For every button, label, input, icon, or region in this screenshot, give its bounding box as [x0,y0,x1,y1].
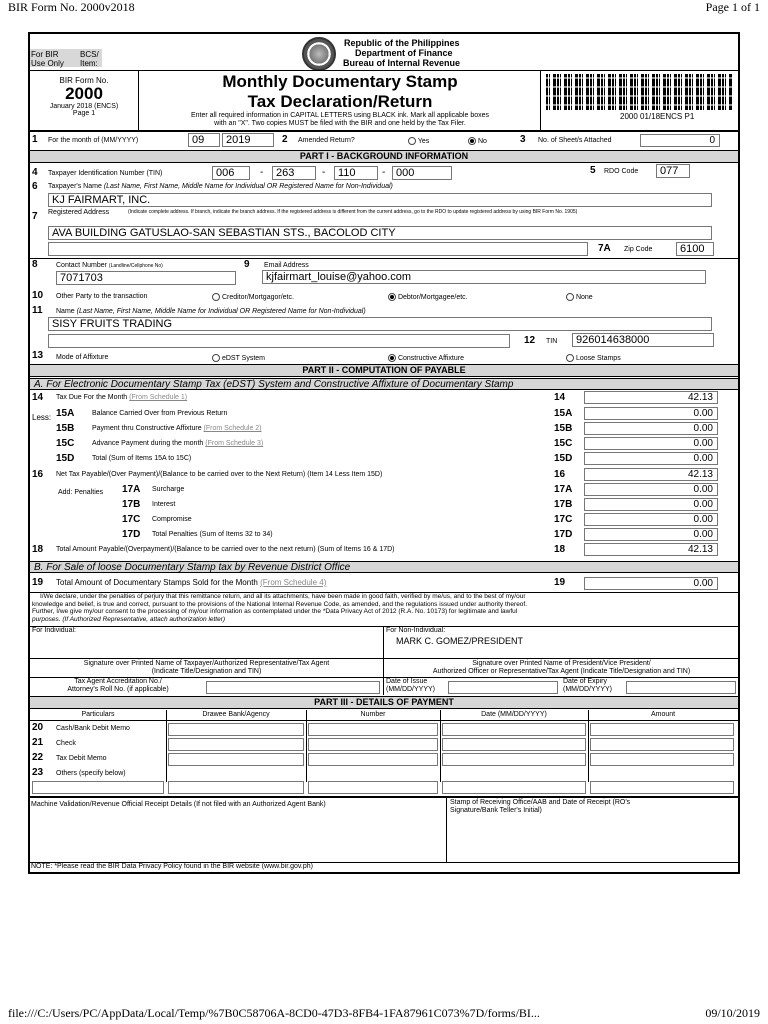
item-18-ref: 18 [554,544,566,555]
instruction-line-2: with an "X". Two copies MUST be filed with the BIR and one held by the Tax Filer. [214,120,466,127]
item-15b-number: 15B [56,423,75,434]
form-number-block: BIR Form No. 2000 January 2018 (ENCS) Page 1 [30,72,138,130]
item-14-number: 14 [32,392,44,403]
loose-stamps-radio[interactable] [566,354,574,362]
item-17c-label: Compromise [152,516,192,523]
form-number: 2000 [65,84,103,103]
department-label: Department of Finance [355,48,453,58]
barcode-text: 2000 01/18ENCS P1 [620,112,695,121]
amended-no[interactable]: No [468,137,487,145]
payment-row-21-cell-2[interactable] [308,738,438,751]
other-party-name-field-2[interactable] [48,334,510,348]
payment-row-23-cell-2[interactable] [308,781,438,794]
payment-row-23-label: Others (specify below) [56,770,126,777]
payment-row-22-cell-3[interactable] [442,753,586,766]
item-17d-label: Total Penalties (Sum of Items 32 to 34) [152,531,273,538]
item-16-field[interactable]: 42.13 [584,468,718,481]
item-15b-label: Payment thru Constructive Affixture (From Schedule 2) [92,425,262,432]
item-17b-label: Interest [152,501,176,508]
item-15c-ref: 15C [554,438,573,449]
form-title-1: Monthly Documentary Stamp [222,72,458,91]
republic-label: Republic of the Philippines [344,38,460,48]
none-radio[interactable] [566,293,574,301]
constructive-option[interactable]: Constructive Affixture [388,354,464,362]
rdo-code-field[interactable]: 077 [656,164,690,178]
item-17b-number: 17B [122,499,141,510]
part1-title: PART I - BACKGROUND INFORMATION [30,150,738,163]
schedule-link[interactable]: (From Schedule 1) [129,394,188,401]
item-15d-number: 15D [56,453,75,464]
payment-row-21-number: 21 [32,737,44,748]
tin-part-1[interactable]: 006 [212,166,250,180]
payment-row-20-label: Cash/Bank Debit Memo [56,725,130,732]
edst-option[interactable]: eDST System [212,354,265,362]
form-title-2: Tax Declaration/Return [247,92,433,111]
item-17b-ref: 17B [554,499,573,510]
address-field-2[interactable] [48,242,588,256]
edst-radio[interactable] [212,354,220,362]
item-17d-number: 17D [122,529,141,540]
other-party-tin-field[interactable]: 926014638000 [572,333,714,347]
payment-row-23-cell-3[interactable] [442,781,586,794]
schedule-link[interactable]: (From Schedule 2) [203,425,262,432]
other-party-name-field[interactable]: SISY FRUITS TRADING [48,317,712,331]
bureau-label: Bureau of Internal Revenue [343,58,461,68]
sheets-field[interactable]: 0 [640,134,720,147]
item-14-field[interactable]: 42.13 [584,391,718,404]
payment-row-23-cell-1[interactable] [168,781,304,794]
col-amount: Amount [650,711,676,718]
item-17d-ref: 17D [554,529,573,540]
item-15c-number: 15C [56,438,75,449]
item-17c-number: 17C [122,514,141,525]
payment-row-23-number: 23 [32,767,44,778]
item-18-number: 18 [32,544,44,555]
item-15a-label: Balance Carried Over from Previous Return [92,410,228,417]
item-17a-field[interactable]: 0.00 [584,483,718,496]
item-17c-ref: 17C [554,514,573,525]
section-b-title: B. For Sale of loose Documentary Stamp tax by Revenue District Office [30,561,738,573]
item-14-ref: 14 [554,392,566,403]
item-16-ref: 16 [554,469,566,480]
part3-title: PART III - DETAILS OF PAYMENT [30,696,738,709]
col-date: Date (MM/DD/YYYY) [481,711,547,718]
none-option[interactable]: None [566,293,593,301]
col-drawee: Drawee Bank/Agency [202,711,270,718]
item-19-field[interactable]: 0.00 [584,577,718,590]
taxpayer-name-field[interactable]: KJ FAIRMART, INC. [48,193,712,207]
item-14-label: Tax Due For the Month (From Schedule 1) [56,394,188,401]
item-17a-ref: 17A [554,484,573,495]
part2-title: PART II - COMPUTATION OF PAYABLE [30,364,738,377]
contact-number-field[interactable]: 7071703 [56,271,236,285]
debtor-radio[interactable] [388,293,396,301]
item-17c-field[interactable]: 0.00 [584,513,718,526]
item-17a-number: 17A [122,484,141,495]
date-of-issue-field[interactable] [448,681,558,694]
declaration-text: I/We declare, under the penalties of perjury that this remittance return, and all its attachments, have been made in good faith, verified by me/us, and to the best of my/our knowledge and belief, is true and correct, pursuant to the provisions of the National Internal Revenue Code, as amended, and the regulations issued under authority thereof. Further, I/we give my/our consent to the processing of my/our information as contemplated under the *Data Privacy Act of 2012 (R.A. No. 10173) for legitimate and lawful purposes. (If Authorized Representative, attach authorization letter) [32,593,528,623]
email-field[interactable]: kjfairmart_louise@yahoo.com [262,270,706,284]
tin-part-3[interactable]: 110 [334,166,378,180]
payment-row-20-cell-3[interactable] [442,723,586,736]
item-16-label: Net Tax Payable/(Over Payment)/(Balance to be carried over to the Next Return) (Item 14 Less Item 15D) [56,471,383,478]
amended-no-radio[interactable] [468,137,476,145]
signatory-name: MARK C. GOMEZ/PRESIDENT [396,636,524,646]
amended-yes-radio[interactable] [408,137,416,145]
payment-row-20-cell-1[interactable] [168,723,304,736]
amended-yes[interactable]: Yes [408,137,429,145]
section-a-title: A. For Electronic Documentary Stamp Tax (eDST) System and Constructive Affixture of Documentary Stamp [30,378,738,390]
payment-row-20-cell-2[interactable] [308,723,438,736]
payment-row-23-cell-4[interactable] [590,781,734,794]
print-header-left: BIR Form No. 2000v2018 [8,0,135,14]
item-15a-number: 15A [56,408,75,419]
machine-validation-label: Machine Validation/Revenue Official Receipt Details (If not filed with an Authorized Agent Bank) [31,801,326,808]
payment-row-22-cell-2[interactable] [308,753,438,766]
privacy-note: NOTE: *Please read the BIR Data Privacy Policy found in the BIR website (www.bir.gov.ph) [31,863,313,870]
item-15c-field[interactable]: 0.00 [584,437,718,450]
month-field[interactable]: 09 [188,133,220,147]
payment-row-22-cell-1[interactable] [168,753,304,766]
item-17d-field[interactable]: 0.00 [584,528,718,541]
item-18-field[interactable]: 42.13 [584,543,718,556]
payment-row-21-cell-4[interactable] [590,738,734,751]
tin-part-2[interactable]: 263 [272,166,316,180]
payment-row-21-cell-1[interactable] [168,738,304,751]
item-15a-field[interactable]: 0.00 [584,407,718,420]
year-field[interactable]: 2019 [222,133,274,147]
constructive-radio[interactable] [388,354,396,362]
creditor-option[interactable]: Creditor/Mortgagor/etc. [212,293,294,301]
col-number: Number [360,711,386,718]
item-15b-field[interactable]: 0.00 [584,422,718,435]
payment-row-22-label: Tax Debit Memo [56,755,107,762]
payment-row-21-label: Check [56,740,76,747]
payment-row-22-number: 22 [32,752,44,763]
item-15d-ref: 15D [554,453,573,464]
loose-stamps-option[interactable]: Loose Stamps [566,354,621,362]
tin-part-4[interactable]: 000 [392,166,452,180]
col-particulars: Particulars [81,711,115,718]
zip-code-field[interactable]: 6100 [676,242,714,256]
item-17b-field[interactable]: 0.00 [584,498,718,511]
print-footer-right: 09/10/2019 [705,1006,760,1020]
item-15a-ref: 15A [554,408,573,419]
bir-seal-logo [302,37,336,71]
date-of-expiry-field[interactable] [626,681,736,694]
agent-accreditation-field[interactable] [206,681,380,694]
others-specify-field[interactable] [32,781,164,794]
payment-row-20-number: 20 [32,722,44,733]
address-field-1[interactable]: AVA BUILDING GATUSLAO-SAN SEBASTIAN STS., BACOLOD CITY [48,226,712,240]
debtor-option[interactable]: Debtor/Mortgagee/etc. [388,293,468,301]
item-18-label: Total Amount Payable/(Overpayment)/(Balance to be carried over to the next return) (Sum of Items 16 & 17D) [56,546,395,553]
instruction-line-1: Enter all required information in CAPITAL LETTERS using BLACK ink. Mark all applicable boxes [190,112,490,119]
print-footer-left: file:///C:/Users/PC/AppData/Local/Temp/%7B0C58706A-8CD0-47D3-8FB4-1FA87961C073%7D/forms/BI... [8,1006,540,1020]
payment-row-20-cell-4[interactable] [590,723,734,736]
for-bir-box: For BIR Use Only BCS/ Item: [30,49,102,67]
item-15b-ref: 15B [554,423,573,434]
payment-row-22-cell-4[interactable] [590,753,734,766]
creditor-radio[interactable] [212,293,220,301]
schedule-link[interactable]: (From Schedule 3) [205,440,264,447]
print-header-right: Page 1 of 1 [705,0,760,14]
payment-row-21-cell-3[interactable] [442,738,586,751]
item-15c-label: Advance Payment during the month (From Schedule 3) [92,440,264,447]
item-16-number: 16 [32,469,44,480]
item-15d-label: Total (Sum of Items 15A to 15C) [92,455,192,462]
item-15d-field[interactable]: 0.00 [584,452,718,465]
barcode [546,74,732,110]
item-17a-label: Surcharge [152,486,185,493]
